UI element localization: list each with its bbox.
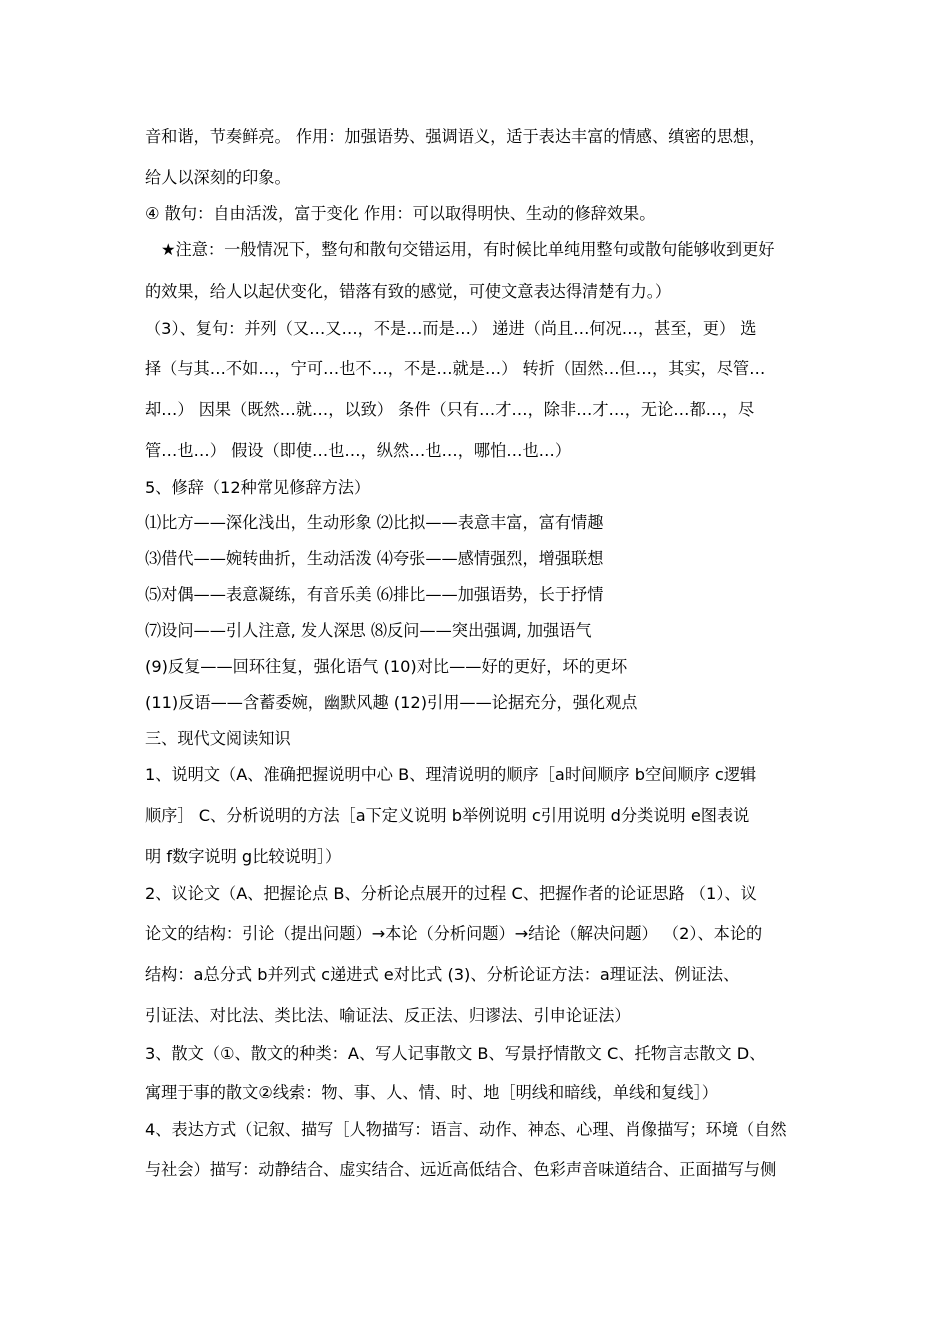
- text-line: 论文的结构：引论（提出问题）→本论（分析问题）→结论（解决问题） （2）、本论的: [145, 924, 763, 943]
- text-line: ⑺设问——引人注意, 发人深思 ⑻反问——突出强调, 加强语气: [145, 621, 592, 640]
- text-line: 管…也…） 假设（即使…也…，纵然…也…，哪怕…也…）: [145, 441, 572, 460]
- text-line: 明 f数字说明 g比较说明］）: [145, 847, 342, 866]
- text-line: ★注意：一般情况下，整句和散句交错运用，有时候比单纯用整句或散句能够收到更好: [161, 240, 775, 259]
- text-line: (9)反复——回环往复，强化语气 (10)对比——好的更好，坏的更坏: [145, 657, 628, 676]
- text-line: (11)反语——含蓄委婉，幽默风趣 (12)引用——论据充分，强化观点: [145, 693, 638, 712]
- text-line: 择（与其…不如…，宁可…也不…，不是…就是…） 转折（固然…但…，其实，尽管…: [145, 359, 766, 378]
- text-line: 给人以深刻的印象。: [145, 168, 291, 187]
- text-line: 寓理于事的散文②线索：物、事、人、情、时、地［明线和暗线，单线和复线］）: [145, 1083, 718, 1102]
- text-line: ⑴比方——深化浅出，生动形象 ⑵比拟——表意丰富，富有情趣: [145, 513, 604, 532]
- text-line: （3）、复句：并列（又…又…，不是…而是…） 递进（尚且…何况…，甚至，更） 选: [145, 319, 757, 338]
- text-line: ⑶借代——婉转曲折，生动活泼 ⑷夸张——感情强烈，增强联想: [145, 549, 604, 568]
- text-line: 音和谐，节奏鲜亮。 作用：加强语势、强调语义，适于表达丰富的情感、缜密的思想，: [145, 127, 766, 146]
- text-line: 4、表达方式（记叙、描写［人物描写：语言、动作、神态、心理、肖像描写；环境（自然: [145, 1120, 787, 1139]
- text-line: 2、议论文（A、把握论点 B、分析论点展开的过程 C、把握作者的论证思路 （1）、议: [145, 884, 757, 903]
- text-line: 3、散文（①、散文的种类：A、写人记事散文 B、写景抒情散文 C、托物言志散文 D、: [145, 1044, 766, 1063]
- text-line: ⑸对偶——表意凝练，有音乐美 ⑹排比——加强语势，长于抒情: [145, 585, 604, 604]
- text-line: 1、说明文（A、准确把握说明中心 B、理清说明的顺序［a时间顺序 b空间顺序 c逻辑: [145, 765, 757, 784]
- section-heading: 5、修辞（12种常见修辞方法）: [145, 478, 371, 497]
- text-line: 却…） 因果（既然…就…，以致） 条件（只有…才…，除非…才…，无论…都…，尽: [145, 400, 755, 419]
- text-line: 与社会）描写：动静结合、虚实结合、远近高低结合、色彩声音味道结合、正面描写与侧: [145, 1160, 777, 1179]
- text-line: 顺序］ C、分析说明的方法［a下定义说明 b举例说明 c引用说明 d分类说明 e图表说: [145, 806, 750, 825]
- text-line: 引证法、对比法、类比法、喻证法、反正法、归谬法、引申论证法）: [145, 1006, 631, 1025]
- text-line: 结构：a总分式 b并列式 c递进式 e对比式 (3)、分析论证方法：a理证法、例证法、: [145, 965, 740, 984]
- section-heading: 三、现代文阅读知识: [145, 729, 291, 748]
- text-line: ④ 散句：自由活泼，富于变化 作用：可以取得明快、生动的修辞效果。: [145, 204, 656, 223]
- text-line: 的效果，给人以起伏变化，错落有致的感觉，可使文意表达得清楚有力。）: [145, 282, 672, 301]
